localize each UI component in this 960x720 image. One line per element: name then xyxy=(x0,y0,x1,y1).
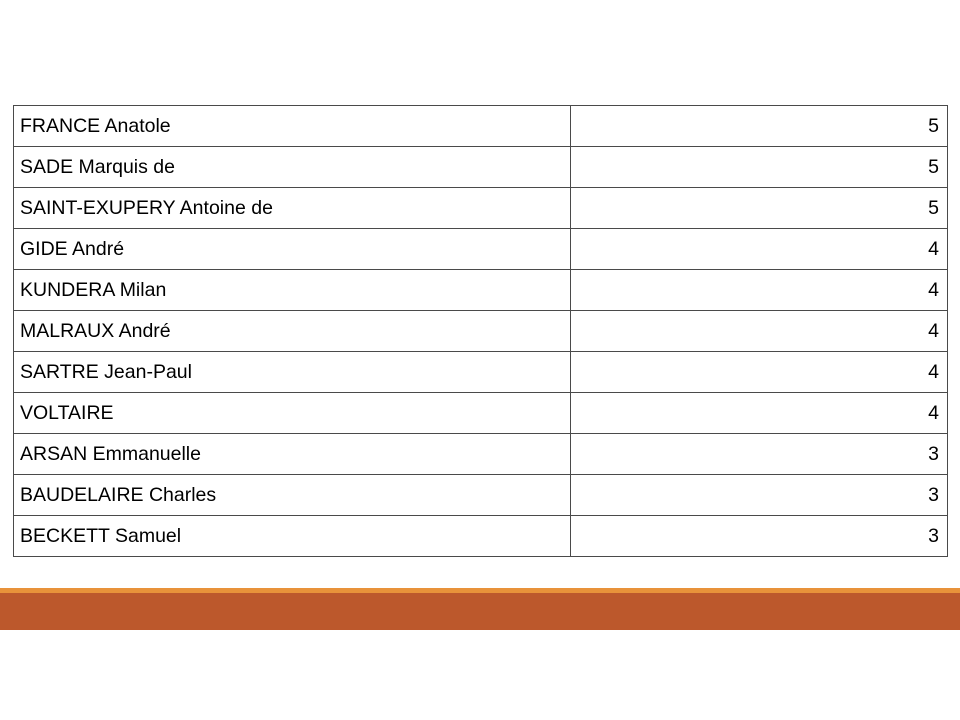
table-row xyxy=(14,516,948,557)
author-name: MALRAUX André xyxy=(14,311,571,352)
table-row xyxy=(14,393,948,434)
author-count: 4 xyxy=(571,270,948,311)
author-count: 4 xyxy=(571,352,948,393)
table-row xyxy=(14,229,948,270)
footer-accent-bar xyxy=(0,593,960,630)
author-count: 5 xyxy=(571,106,948,147)
table-row xyxy=(14,475,948,516)
author-count: 4 xyxy=(571,311,948,352)
author-name: BAUDELAIRE Charles xyxy=(14,475,571,516)
author-count: 3 xyxy=(571,516,948,557)
author-name: VOLTAIRE xyxy=(14,393,571,434)
table-row xyxy=(14,270,948,311)
author-count: 3 xyxy=(571,475,948,516)
author-count: 5 xyxy=(571,188,948,229)
table-row xyxy=(14,188,948,229)
author-name: GIDE André xyxy=(14,229,571,270)
author-count: 3 xyxy=(571,434,948,475)
author-name: FRANCE Anatole xyxy=(14,106,571,147)
table-row xyxy=(14,311,948,352)
table-row xyxy=(14,352,948,393)
author-name: KUNDERA Milan xyxy=(14,270,571,311)
author-name: SADE Marquis de xyxy=(14,147,571,188)
table-row xyxy=(14,147,948,188)
author-count: 4 xyxy=(571,229,948,270)
table-row xyxy=(14,434,948,475)
author-name: SARTRE Jean-Paul xyxy=(14,352,571,393)
author-count: 5 xyxy=(571,147,948,188)
author-name: BECKETT Samuel xyxy=(14,516,571,557)
table-row xyxy=(14,106,948,147)
author-name: ARSAN Emmanuelle xyxy=(14,434,571,475)
author-count: 4 xyxy=(571,393,948,434)
footer-accent-band xyxy=(0,588,960,630)
author-name: SAINT-EXUPERY Antoine de xyxy=(14,188,571,229)
author-table xyxy=(13,105,948,557)
